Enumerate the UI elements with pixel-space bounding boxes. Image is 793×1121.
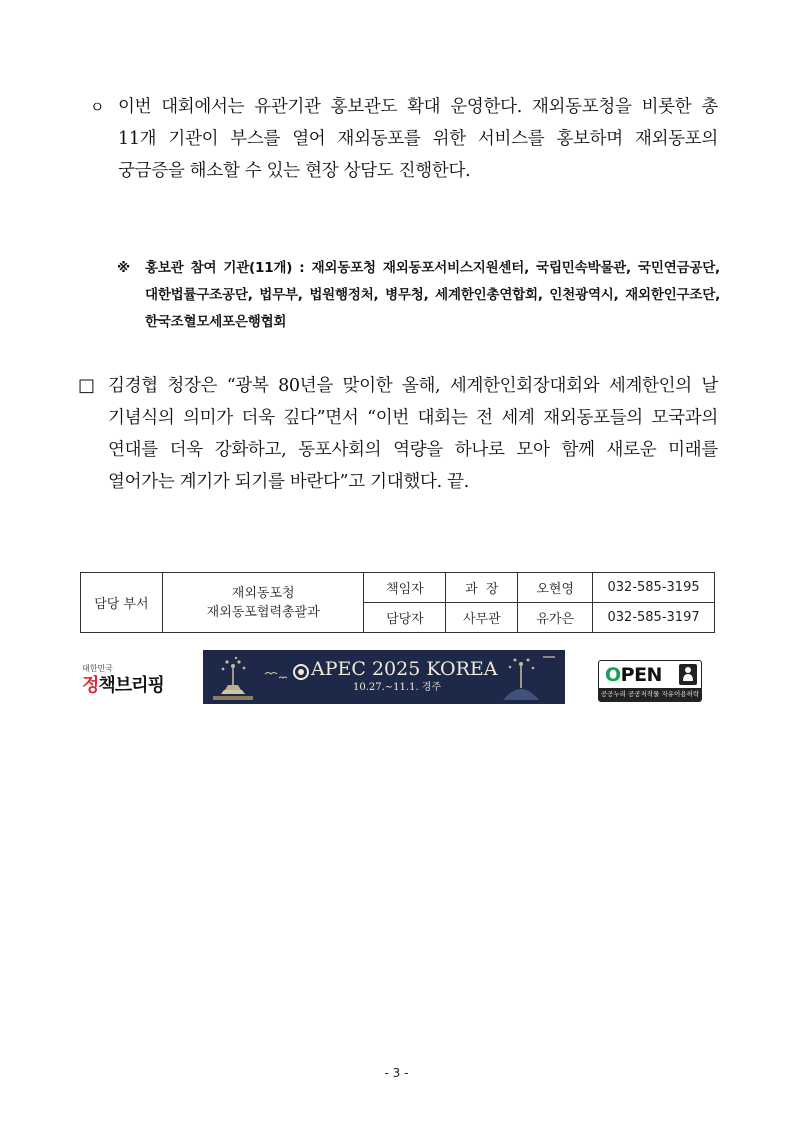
circle-bullet: ㅇ bbox=[90, 98, 105, 116]
paragraph-text: 김경협 청장은 “광복 80년을 맞이한 올해, 세계한인회장대회와 세계한인의 날 기념식의 의미가 더욱 깊다”면서 “이번 대회는 전 세계 재외동포들의 모국과의 연대를 더욱 강화하고, 동포사회의 역량을 하나로 모아 함께 새로운 미래를 열어가는 계기가 되기를 바란다”고 기대했다. 끝. bbox=[108, 376, 718, 492]
phone-cell: 032-585-3197 bbox=[593, 603, 715, 633]
square-bullet: □ bbox=[78, 375, 95, 396]
logo-small-text: 대한민국 bbox=[82, 664, 113, 673]
paragraph-booth-expansion bbox=[90, 91, 718, 187]
open-text: OPEN bbox=[605, 664, 662, 686]
role-cell: 담당자 bbox=[364, 603, 446, 633]
apec-date: 10.27.~11.1. 경주 bbox=[353, 682, 442, 693]
page-number: - 3 - bbox=[384, 1066, 409, 1080]
attribution-person-icon bbox=[679, 664, 697, 685]
title-cell: 과 장 bbox=[446, 573, 518, 603]
policy-briefing-logo bbox=[82, 664, 172, 704]
logo-big-text: 정책브리핑 bbox=[82, 675, 164, 696]
paragraph-commissioner-quote bbox=[78, 370, 718, 498]
kogl-open-logo bbox=[598, 660, 702, 702]
kogl-strip-text: 공공누리 공공저작물 자유이용허락 bbox=[599, 688, 701, 701]
dept-name-line1: 재외동포청 bbox=[231, 585, 295, 601]
participating-agencies-note bbox=[117, 255, 720, 336]
apec-banner bbox=[203, 650, 565, 704]
name-cell: 오현영 bbox=[518, 573, 593, 603]
dept-name-line2: 재외동포협력총괄과 bbox=[206, 604, 320, 620]
title-cell: 사무관 bbox=[446, 603, 518, 633]
role-cell: 책임자 bbox=[364, 573, 446, 603]
name-cell: 유가은 bbox=[518, 603, 593, 633]
contact-table bbox=[80, 572, 715, 633]
dept-name bbox=[162, 573, 364, 633]
phone-cell: 032-585-3195 bbox=[593, 573, 715, 603]
apec-title: APEC 2025 KOREA bbox=[311, 658, 498, 680]
dept-label: 담당 부서 bbox=[81, 573, 163, 633]
paragraph-text: 이번 대회에서는 유관기관 홍보관도 확대 운영한다. 재외동포청을 비롯한 총 11개 기관이 부스를 열어 재외동포를 위한 서비스를 홍보하며 재외동포의 궁금증을 해소할 수 있는 현장 상담도 진행한다. bbox=[118, 97, 718, 181]
reference-mark: ※ bbox=[117, 260, 130, 276]
note-text: 홍보관 참여 기관(11개) : 재외동포청 재외동포서비스지원센터, 국립민속박물관, 국민연금공단, 대한법률구조공단, 법무부, 법원행정처, 병무청, 세계한인총연합회, 인천광역시, 재외한인구조단, 한국조혈모세포은행협회 bbox=[145, 260, 720, 330]
table-row bbox=[81, 573, 715, 603]
